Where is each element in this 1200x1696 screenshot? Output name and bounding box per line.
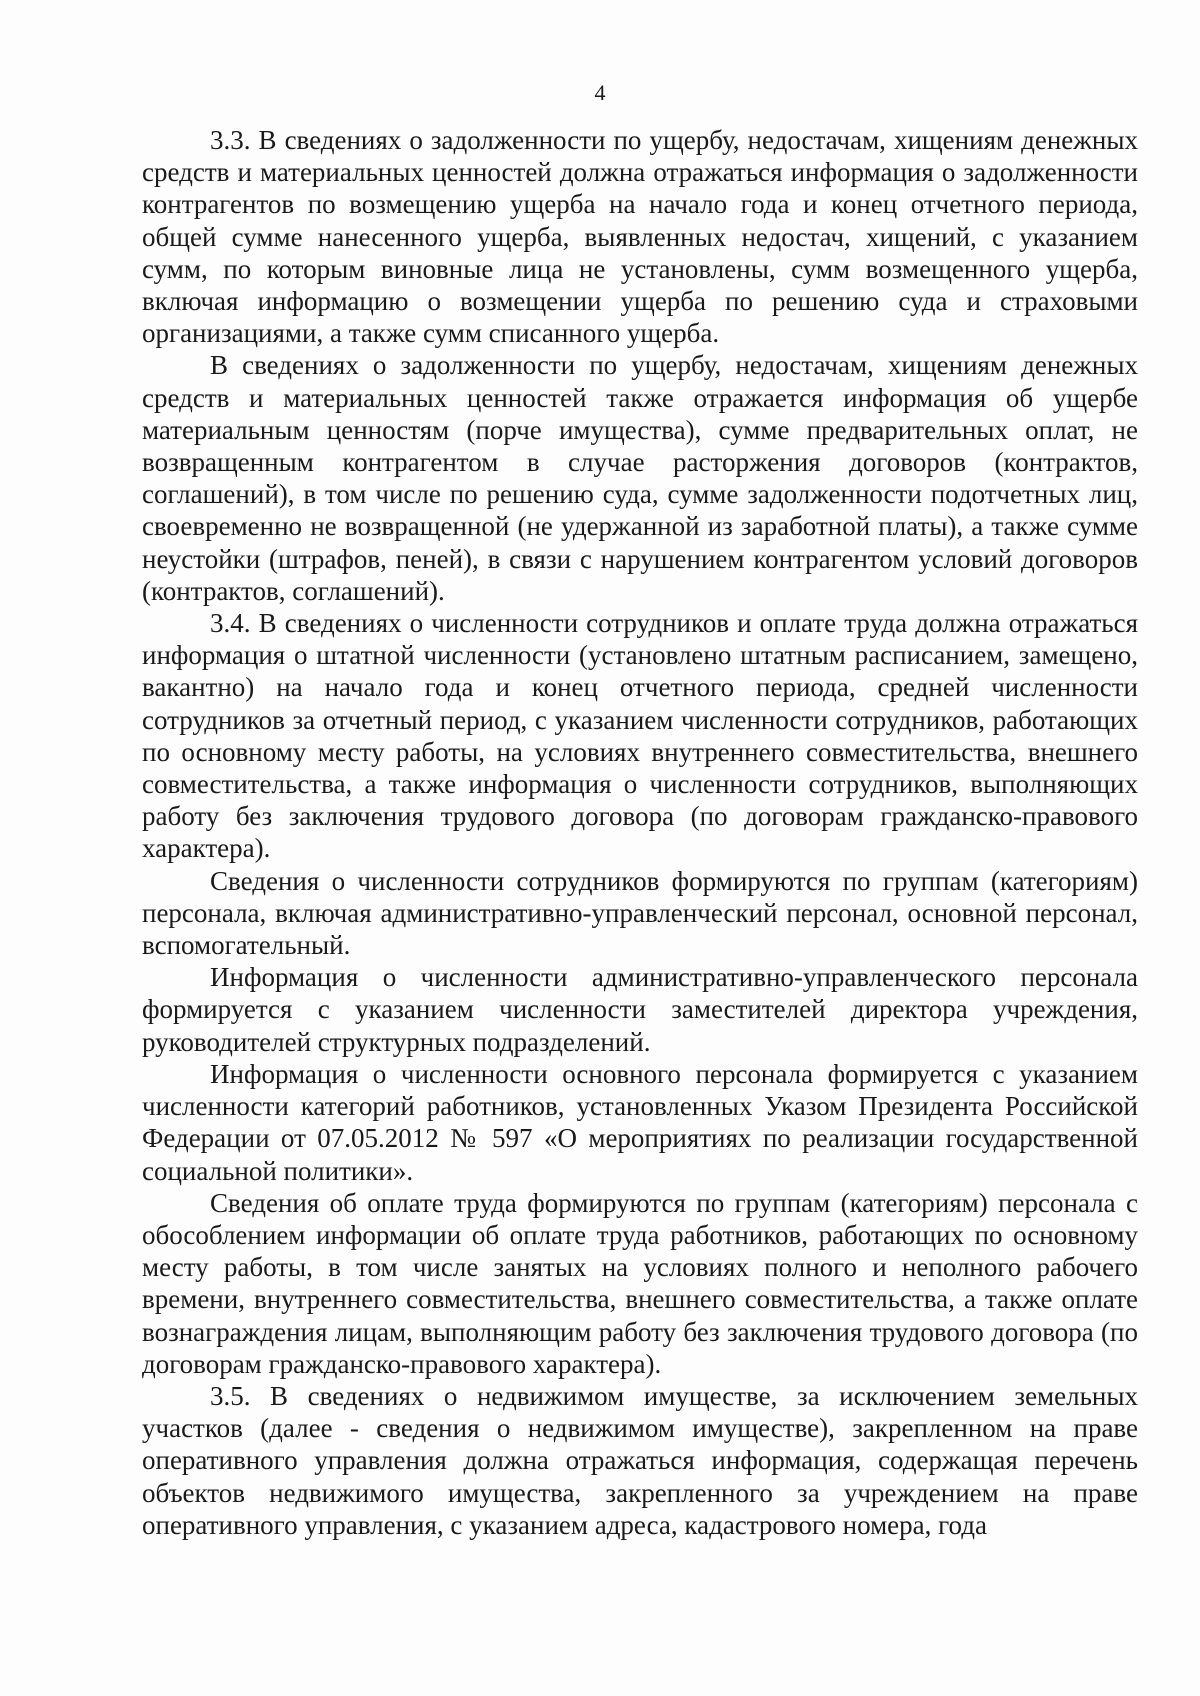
paragraph-admin-staff: Информация о численности административно-управленческого персонала формируется с указанием численности заместителей директора учреждения, руководителей структурных подразделений. bbox=[142, 962, 1138, 1057]
page-number: 4 bbox=[594, 80, 606, 105]
paragraph-damage-details: В сведениях о задолженности по ущербу, недостачам, хищениям денежных средств и материальных ценностей также отражается информация об ущербе материальным ценностям (порче имущества), сумме предварительных оплат, не возвращенным контрагентом в случае расторжения договоров (контрактов, соглашений), в том числе по решению суда, сумме задолженности подотчетных лиц, своевременно не возвращенной (не удержанной из заработной платы), а также сумме неустойки (штрафов, пеней), в связи с нарушением контрагентом условий договоров (контрактов, соглашений). bbox=[142, 350, 1138, 606]
paragraph-3-3: 3.3. В сведениях о задолженности по ущербу, недостачам, хищениям денежных средств и материальных ценностей должна отражаться информация о задолженности контрагентов по возмещению ущерба на начало года и конец отчетного периода, общей сумме нанесенного ущерба, выявленных недостач, хищений, с указанием сумм, по которым виновные лица не установлены, сумм возмещенного ущерба, включая информацию о возмещении ущерба по решению суда и страховыми организациями, а также сумм списанного ущерба. bbox=[142, 125, 1138, 349]
paragraph-staff-groups: Сведения о численности сотрудников формируются по группам (категориям) персонала, включая административно-управленческий персонал, основной персонал, вспомогательный. bbox=[142, 865, 1138, 961]
paragraph-main-staff: Информация о численности основного персонала формируется с указанием численности категорий работников, установленных Указом Президента Российской Федерации от 07.05.2012 № 597 «О мероприятиях по реализации государственной социальной политики». bbox=[142, 1058, 1138, 1186]
document-body bbox=[142, 124, 1138, 1541]
paragraph-3-5: 3.5. В сведениях о недвижимом имуществе, за исключением земельных участков (далее - сведения о недвижимом имуществе), закрепленном на праве оперативного управления должна отражаться информация, содержащая перечень объектов недвижимого имущества, закрепленного за учреждением на праве оперативного управления, с указанием адреса, кадастрового номера, года bbox=[142, 1380, 1138, 1540]
paragraph-salary: Сведения об оплате труда формируются по группам (категориям) персонала с обособлением информации об оплате труда работников, работающих по основному месту работы, в том числе занятых на условиях полного и неполного рабочего времени, внутреннего совместительства, внешнего совместительства, а также оплате вознаграждения лицам, выполняющим работу без заключения трудового договора (по договорам гражданско-правового характера). bbox=[142, 1187, 1138, 1379]
paragraph-3-4: 3.4. В сведениях о численности сотрудников и оплате труда должна отражаться информация о штатной численности (установлено штатным расписанием, замещено, вакантно) на начало года и конец отчетного периода, средней численности сотрудников за отчетный период, с указанием численности сотрудников, работающих по основному месту работы, на условиях внутреннего совместительства, внешнего совместительства, а также информация о численности сотрудников, выполняющих работу без заключения трудового договора (по договорам гражданско-правового характера). bbox=[142, 608, 1138, 864]
